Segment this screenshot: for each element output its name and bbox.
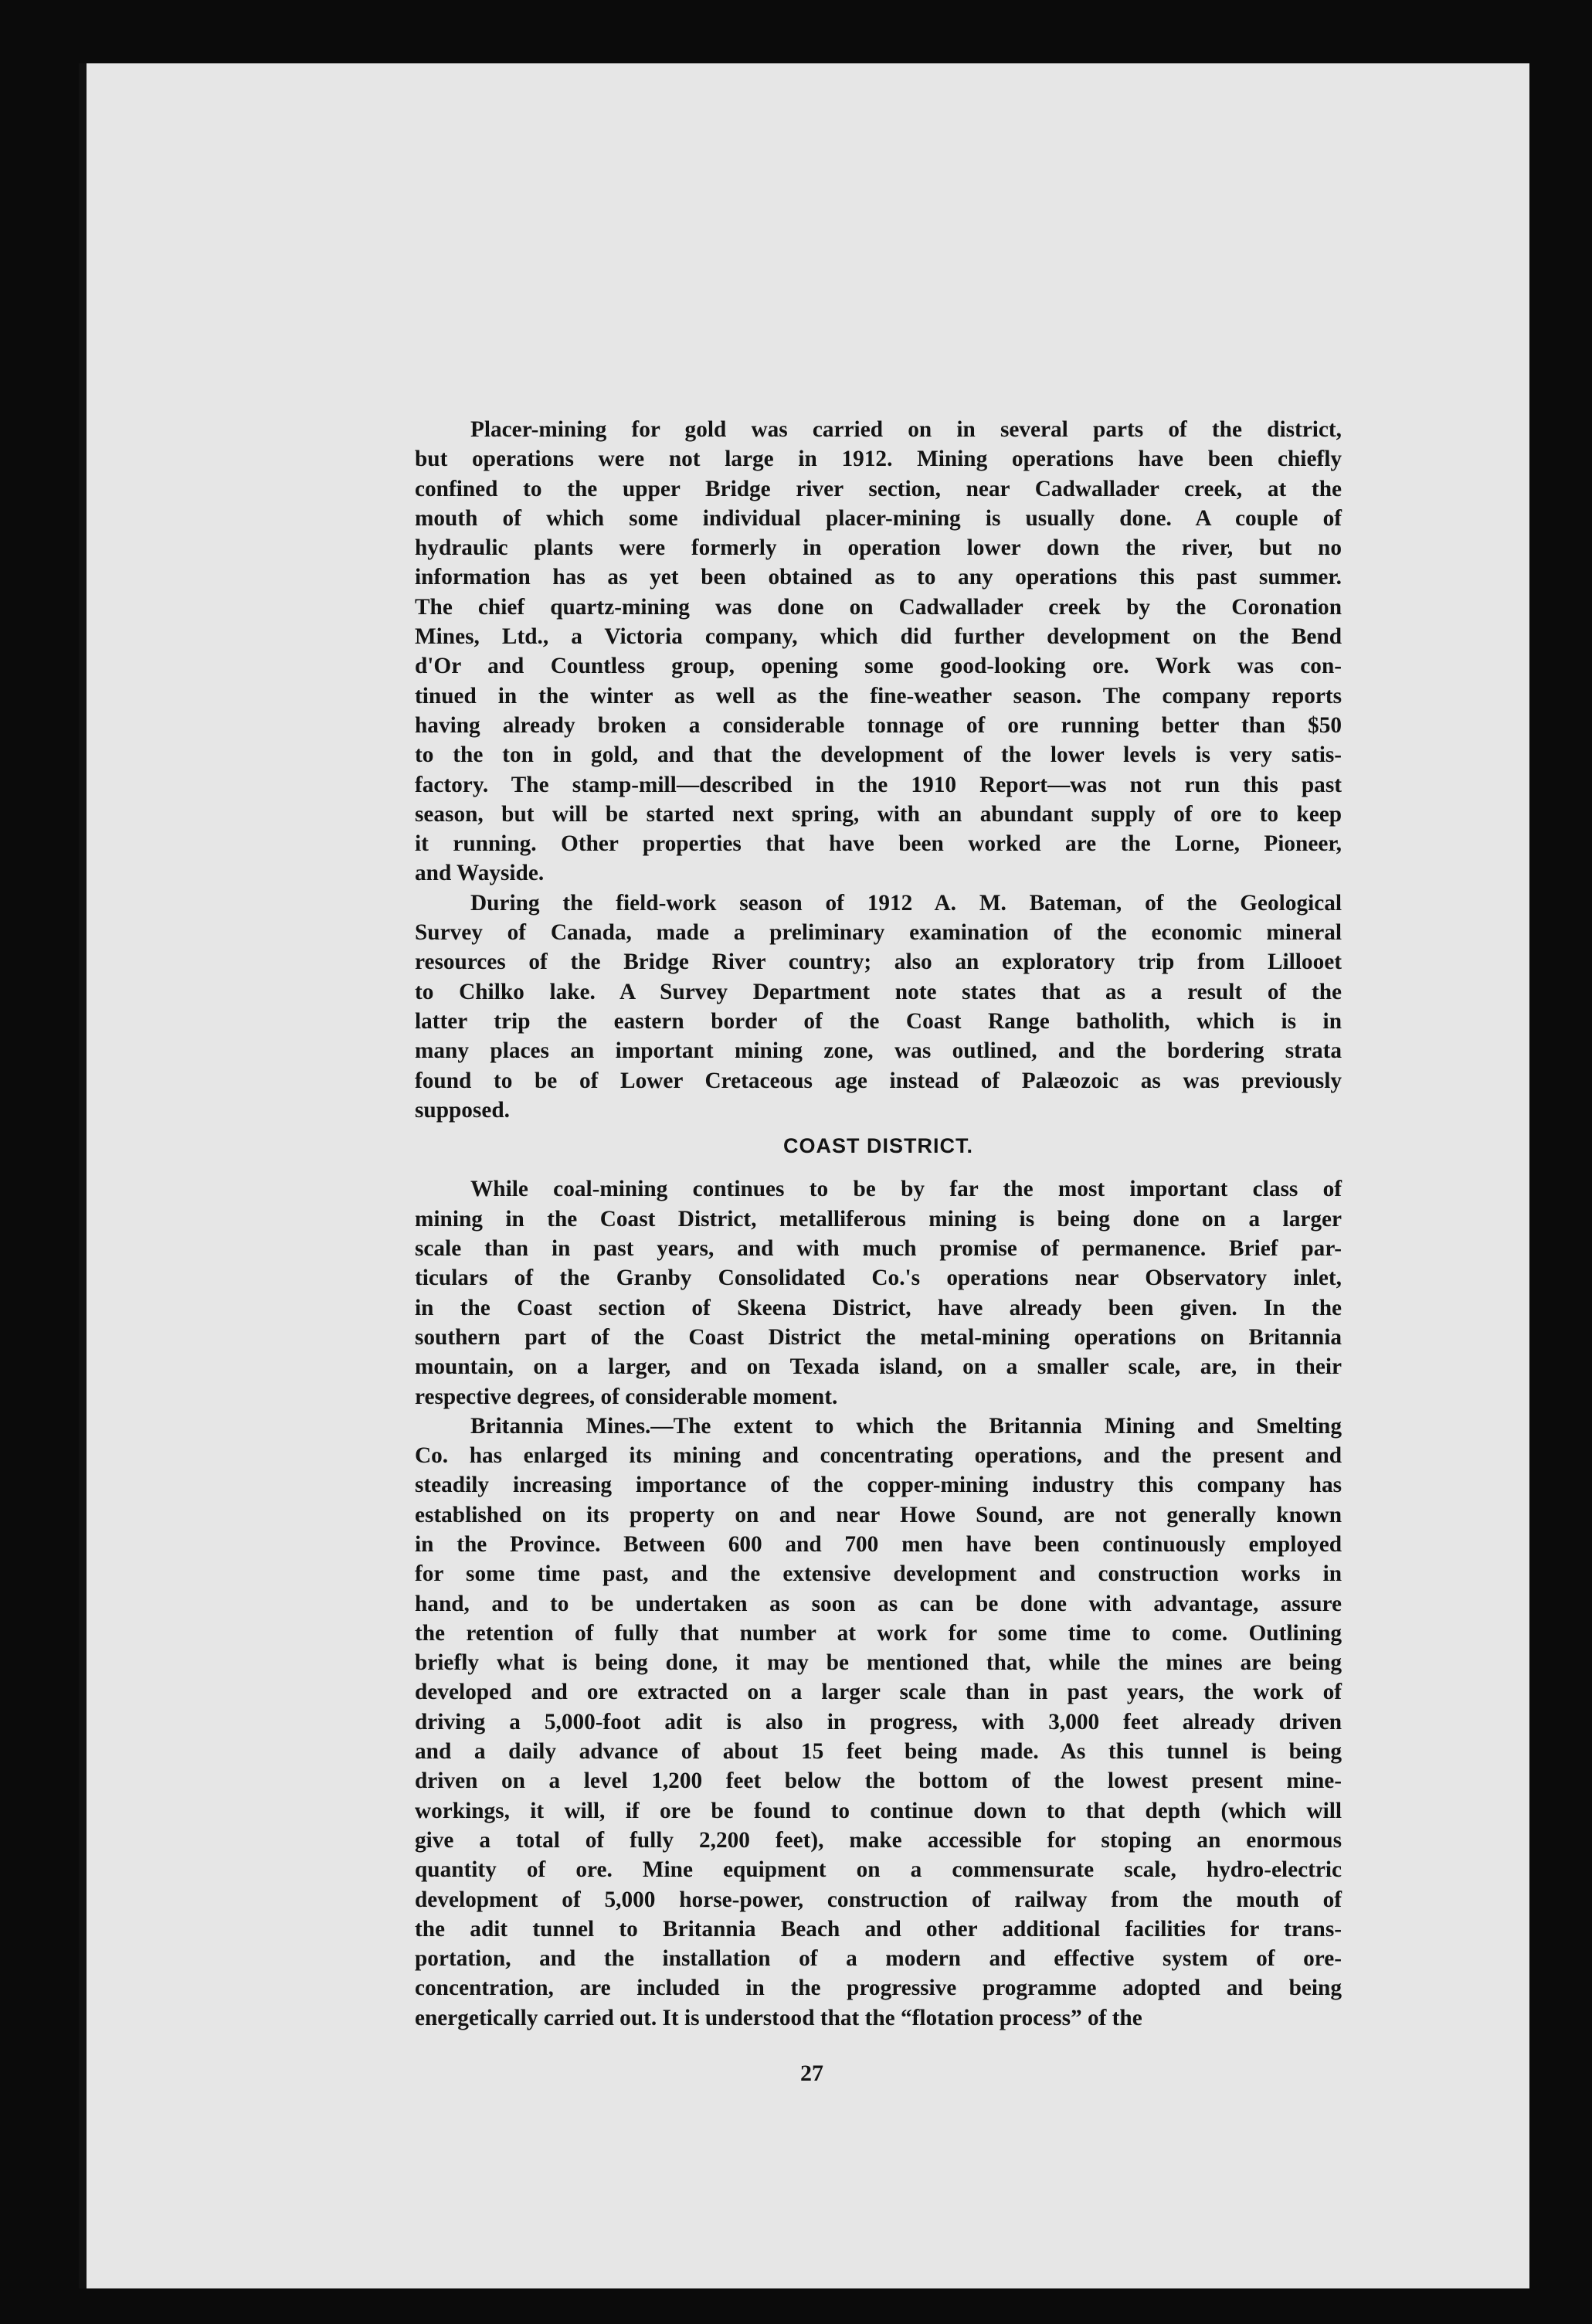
- text-line: to the ton in gold, and that the development of the lower levels is very satis-: [415, 742, 1342, 768]
- text-line: information has as yet been obtained as to any operations this past summer.: [415, 565, 1342, 590]
- text-line: ticulars of the Granby Consolidated Co.'s operations near Observatory inlet,: [415, 1266, 1342, 1291]
- paragraph-field-work: [415, 888, 1342, 1125]
- paragraph-coast-district: [415, 1174, 1342, 1411]
- paragraph-placer-mining: [415, 415, 1342, 888]
- text-line: Co. has enlarged its mining and concentrating operations, and the present and: [415, 1443, 1342, 1469]
- text-line: the retention of fully that number at work for some time to come. Outlining: [415, 1620, 1342, 1646]
- text-line: to Chilko lake. A Survey Department note states that as a result of the: [415, 979, 1342, 1004]
- text-line: resources of the Bridge River country; also an exploratory trip from Lillooet: [415, 950, 1342, 975]
- text-line: it running. Other properties that have been worked are the Lorne, Pioneer,: [415, 831, 1342, 857]
- text-line: many places an important mining zone, was outlined, and the bordering strata: [415, 1038, 1342, 1064]
- paragraph-britannia-mines: [415, 1412, 1342, 2033]
- text-line: Placer-mining for gold was carried on in several parts of the district,: [470, 417, 1342, 442]
- text-line: latter trip the eastern border of the Coast Range batholith, which is in: [415, 1008, 1342, 1034]
- section-heading: COAST DISTRICT.: [782, 1134, 973, 1158]
- text-line: workings, it will, if ore be found to continue down to that depth (which will: [415, 1798, 1342, 1823]
- text-line: developed and ore extracted on a larger scale than in past years, the work of: [415, 1680, 1342, 1705]
- text-line: the adit tunnel to Britannia Beach and other additional facilities for trans-: [415, 1916, 1342, 1942]
- text-line: found to be of Lower Cretaceous age instead of Palæozoic as was previously: [415, 1068, 1342, 1093]
- body-text: [415, 415, 1342, 2033]
- text-line: mining in the Coast District, metalliferous mining is being done on a larger: [415, 1206, 1342, 1232]
- text-line: season, but will be started next spring, with an abundant supply of ore to keep: [415, 801, 1342, 827]
- text-line: established on its property on and near Howe Sound, are not generally known: [415, 1502, 1342, 1527]
- text-line: mouth of which some individual placer-mining is usually done. A couple of: [415, 505, 1342, 531]
- text-line: steadily increasing importance of the copper-mining industry this company has: [415, 1473, 1342, 1498]
- text-line: While coal-mining continues to be by far the most important class of: [470, 1177, 1342, 1202]
- text-line: mountain, on a larger, and on Texada island, on a smaller scale, are, in their: [415, 1354, 1342, 1380]
- text-line: factory. The stamp-mill—described in the 1910 Report—was not run this past: [415, 772, 1342, 797]
- text-line: in the Province. Between 600 and 700 men have been continuously employed: [415, 1531, 1342, 1557]
- text-line: Britannia Mines.—The extent to which the Britannia Mining and Smelting: [470, 1413, 1342, 1439]
- text-line: having already broken a considerable tonnage of ore running better than $50: [415, 712, 1342, 738]
- text-line: briefly what is being done, it may be mentioned that, while the mines are being: [415, 1650, 1342, 1676]
- text-line: Mines, Ltd., a Victoria company, which did further development on the Bend: [415, 624, 1342, 650]
- text-line: hand, and to be undertaken as soon as can be done with advantage, assure: [415, 1591, 1342, 1616]
- text-line: but operations were not large in 1912. Mining operations have been chiefly: [415, 447, 1342, 472]
- text-line: in the Coast section of Skeena District, have already been given. In the: [415, 1295, 1342, 1320]
- text-line: southern part of the Coast District the metal-mining operations on Britannia: [415, 1324, 1342, 1350]
- text-line: concentration, are included in the progressive programme adopted and being: [415, 1976, 1342, 2001]
- text-line: portation, and the installation of a modern and effective system of ore-: [415, 1946, 1342, 1972]
- text-line: During the field-work season of 1912 A. M. Bateman, of the Geological: [470, 890, 1342, 916]
- text-line: d'Or and Countless group, opening some good-looking ore. Work was con-: [415, 654, 1342, 679]
- text-line: give a total of fully 2,200 feet), make accessible for stoping an enormous: [415, 1827, 1342, 1853]
- text-line: and a daily advance of about 15 feet being made. As this tunnel is being: [415, 1739, 1342, 1765]
- text-line: driven on a level 1,200 feet below the bottom of the lowest present mine-: [415, 1768, 1342, 1794]
- text-line: and Wayside.: [415, 861, 545, 886]
- text-line: quantity of ore. Mine equipment on a commensurate scale, hydro-electric: [415, 1857, 1342, 1883]
- text-line: supposed.: [415, 1097, 510, 1123]
- text-line: Survey of Canada, made a preliminary examination of the economic mineral: [415, 920, 1342, 946]
- text-line: energetically carried out. It is understood that the “flotation process” of the: [415, 2005, 1142, 2030]
- text-line: scale than in past years, and with much promise of permanence. Brief par-: [415, 1236, 1342, 1262]
- text-line: hydraulic plants were formerly in operation lower down the river, but no: [415, 535, 1342, 561]
- text-line: tinued in the winter as well as the fine-weather season. The company reports: [415, 683, 1342, 708]
- scanned-page: [79, 63, 1529, 2288]
- text-line: driving a 5,000-foot adit is also in progress, with 3,000 feet already driven: [415, 1709, 1342, 1735]
- text-line: for some time past, and the extensive development and construction works in: [415, 1561, 1342, 1587]
- text-line: development of 5,000 horse-power, construction of railway from the mouth of: [415, 1887, 1342, 1912]
- text-line: confined to the upper Bridge river section, near Cadwallader creek, at the: [415, 476, 1342, 501]
- text-line: The chief quartz-mining was done on Cadwallader creek by the Coronation: [415, 594, 1342, 620]
- page-number: 27: [800, 2061, 823, 2086]
- text-line: respective degrees, of considerable moment.: [415, 1384, 838, 1409]
